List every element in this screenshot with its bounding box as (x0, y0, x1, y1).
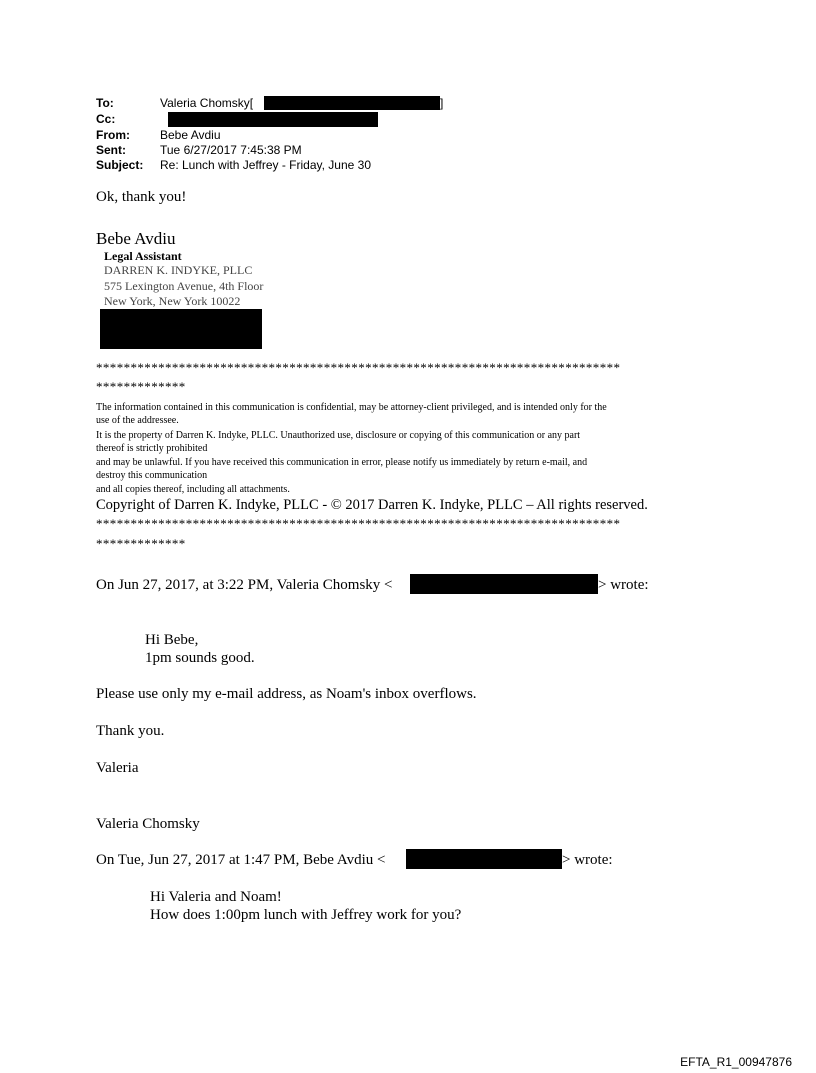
disclaimer-line-5: and may be unlawful. If you have received this communication in error, please notify us immediately by return e-mail, and (96, 457, 588, 468)
document-id: EFTA_R1_00947876 (680, 1055, 792, 1069)
stars-divider-top-tail: ************* (96, 379, 186, 394)
disclaimer-line-1: The information contained in this communication is confidential, may be attorney-client privileged, and is intended only for the (96, 402, 607, 413)
redaction-quote1-email (410, 574, 598, 594)
disclaimer-line-4: thereof is strictly prohibited (96, 443, 208, 454)
disclaimer-line-7: and all copies thereof, including all attachments. (96, 484, 290, 495)
quote1-thanks: Thank you. (96, 723, 165, 739)
to-value: Valeria Chomsky[ (160, 96, 254, 110)
cc-label: Cc: (96, 112, 116, 126)
stars-divider-bottom-tail: ************* (96, 536, 186, 551)
quote1-intro: On Jun 27, 2017, at 3:22 PM, Valeria Chomsky < (96, 577, 393, 593)
quote2-greeting: Hi Valeria and Noam! (150, 889, 282, 905)
stars-divider-top: **************************************************************************** (96, 360, 621, 375)
quote1-signoff: Valeria (96, 760, 139, 776)
redaction-to-email (264, 96, 440, 110)
signature-name: Bebe Avdiu (96, 229, 176, 248)
quote1-signature: Valeria Chomsky (96, 816, 200, 832)
subject-value: Re: Lunch with Jeffrey - Friday, June 30 (160, 158, 371, 172)
quote1-greeting: Hi Bebe, (145, 632, 199, 648)
subject-label: Subject: (96, 158, 144, 172)
disclaimer-line-6: destroy this communication (96, 470, 208, 481)
quote2-line1: How does 1:00pm lunch with Jeffrey work for you? (150, 907, 462, 923)
redaction-signature-contact (100, 309, 262, 349)
signature-title: Legal Assistant (104, 249, 182, 263)
from-value: Bebe Avdiu (160, 128, 221, 142)
signature-firm: DARREN K. INDYKE, PLLC (104, 263, 253, 277)
redaction-quote2-email (406, 849, 562, 869)
quote1-line1: 1pm sounds good. (145, 650, 255, 666)
stars-divider-bottom: **************************************************************************** (96, 516, 621, 531)
to-label: To: (96, 96, 114, 110)
signature-address1: 575 Lexington Avenue, 4th Floor (104, 279, 264, 293)
redaction-cc (168, 112, 378, 127)
quote1-line2: Please use only my e-mail address, as Noam's inbox overflows. (96, 686, 477, 702)
sent-value: Tue 6/27/2017 7:45:38 PM (160, 143, 302, 157)
signature-address2: New York, New York 10022 (104, 294, 241, 308)
sent-label: Sent: (96, 143, 126, 157)
copyright-line: Copyright of Darren K. Indyke, PLLC - © 2017 Darren K. Indyke, PLLC – All rights reserved. (96, 497, 648, 513)
reply-text: Ok, thank you! (96, 189, 187, 205)
disclaimer-line-3: It is the property of Darren K. Indyke, PLLC. Unauthorized use, disclosure or copying of this communication or any part (96, 430, 581, 441)
quote2-intro-suffix: > wrote: (562, 852, 613, 868)
quote2-intro: On Tue, Jun 27, 2017 at 1:47 PM, Bebe Avdiu < (96, 852, 386, 868)
disclaimer-line-2: use of the addressee. (96, 415, 179, 426)
quote1-intro-suffix: > wrote: (598, 577, 649, 593)
to-close: ] (440, 96, 444, 110)
from-label: From: (96, 128, 130, 142)
